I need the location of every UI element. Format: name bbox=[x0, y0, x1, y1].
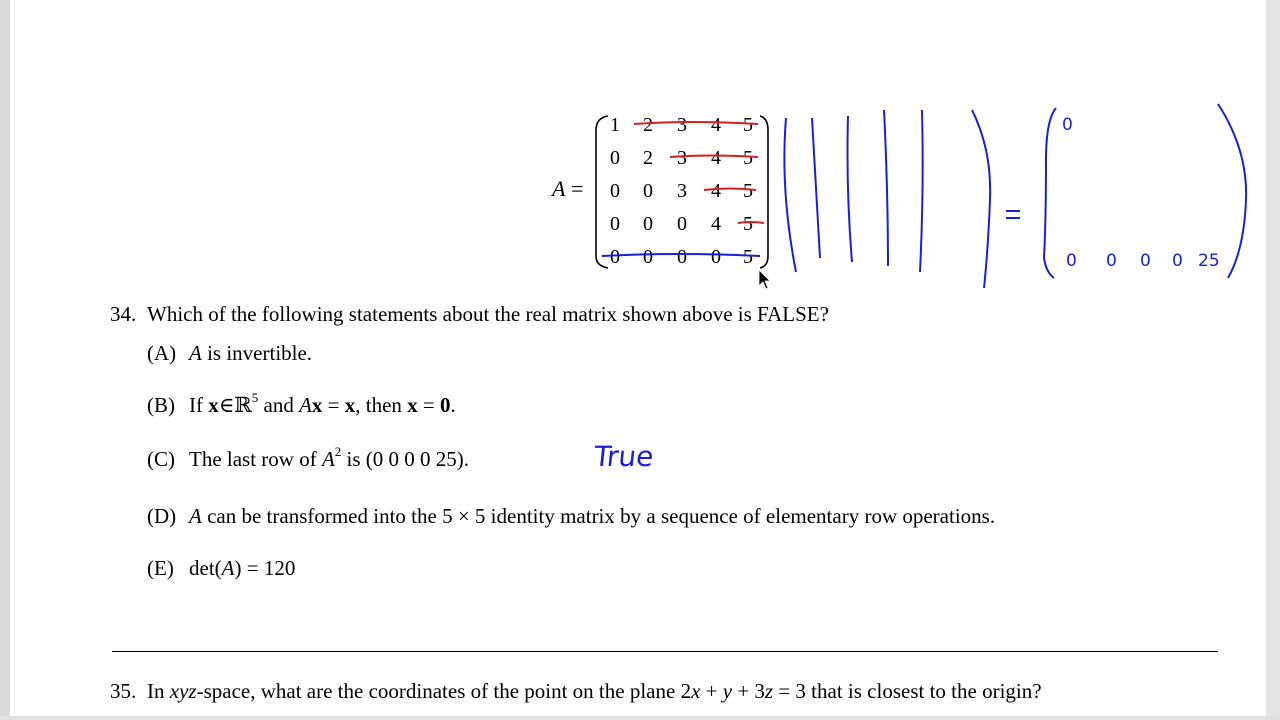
matrix-entry: 3 bbox=[677, 147, 687, 169]
matrix-entry: 5 bbox=[743, 246, 753, 268]
red-strikes bbox=[634, 122, 764, 223]
matrix-entry: 4 bbox=[711, 114, 721, 136]
matrix-entry: 0 bbox=[643, 246, 653, 268]
matrix-entry: 2 bbox=[643, 114, 653, 136]
matrix-entry: 3 bbox=[677, 114, 687, 136]
question-35-text: In xyz-space, what are the coordinates of the point on the plane 2x + y + 3z = 3 that is closest to the origin? bbox=[147, 679, 1042, 703]
option-a: (A) A is invertible. bbox=[147, 341, 313, 365]
window-frame-bottom bbox=[0, 716, 1280, 720]
result-entry: 0 bbox=[1066, 251, 1077, 271]
option-d: (D) A can be transformed into the 5 × 5 identity matrix by a sequence of elementary row operations. bbox=[147, 504, 996, 528]
matrix-left-paren bbox=[596, 116, 608, 268]
matrix-entry: 0 bbox=[610, 246, 620, 268]
matrix-entries bbox=[610, 114, 753, 268]
option-c: (C) The last row of $A^2$ is (0 0 0 0 25). bbox=[147, 444, 470, 471]
question-34-text: Which of the following statements about the real matrix shown above is FALSE? bbox=[147, 302, 829, 326]
option-b: (B) If x∈ℝ$^5$ and Ax = x, then x = 0. bbox=[147, 390, 456, 417]
matrix-entry: 5 bbox=[743, 213, 753, 235]
matrix-entry: 5 bbox=[743, 147, 753, 169]
matrix-entry: 3 bbox=[677, 180, 687, 202]
section-divider bbox=[112, 651, 1218, 652]
question-34-number: 34. bbox=[110, 302, 137, 326]
matrix-entry: 5 bbox=[743, 114, 753, 136]
matrix-entry: 0 bbox=[643, 180, 653, 202]
matrix-entry: 4 bbox=[711, 213, 721, 235]
matrix-entry: 0 bbox=[677, 246, 687, 268]
result-entry: 25 bbox=[1198, 251, 1220, 271]
matrix-entry: 0 bbox=[643, 213, 653, 235]
matrix-right-paren bbox=[760, 116, 768, 268]
matrix-entry: 2 bbox=[643, 147, 653, 169]
option-e-label: (E) bbox=[147, 556, 174, 580]
matrix-entry: 0 bbox=[610, 147, 620, 169]
option-e: (E) det(A) = 120 bbox=[147, 556, 296, 580]
matrix-label: A = bbox=[552, 176, 584, 201]
matrix-entry: 4 bbox=[711, 180, 721, 202]
matrix-entry: 0 bbox=[711, 246, 721, 268]
matrix-entry: 0 bbox=[677, 213, 687, 235]
result-top-zero: 0 bbox=[1062, 115, 1073, 135]
matrix-entry: 0 bbox=[610, 213, 620, 235]
option-b-label: (B) bbox=[147, 393, 175, 417]
result-entry: 0 bbox=[1140, 251, 1151, 271]
matrix-figure bbox=[0, 0, 1280, 300]
handwritten-true-note: True bbox=[592, 440, 656, 473]
result-entry: 0 bbox=[1172, 251, 1183, 271]
cursor-icon bbox=[759, 270, 770, 289]
handwritten-result bbox=[1062, 115, 1220, 271]
option-a-label: (A) bbox=[147, 341, 177, 365]
matrix-entry: 0 bbox=[610, 180, 620, 202]
option-d-label: (D) bbox=[147, 504, 177, 528]
question-35-number: 35. bbox=[110, 679, 137, 703]
handwritten-equals bbox=[1006, 211, 1020, 218]
result-entry: 0 bbox=[1106, 251, 1117, 271]
matrix-entry: 4 bbox=[711, 147, 721, 169]
matrix-entry: 5 bbox=[743, 180, 753, 202]
matrix-entry: 1 bbox=[610, 114, 620, 136]
option-c-label: (C) bbox=[147, 447, 175, 471]
